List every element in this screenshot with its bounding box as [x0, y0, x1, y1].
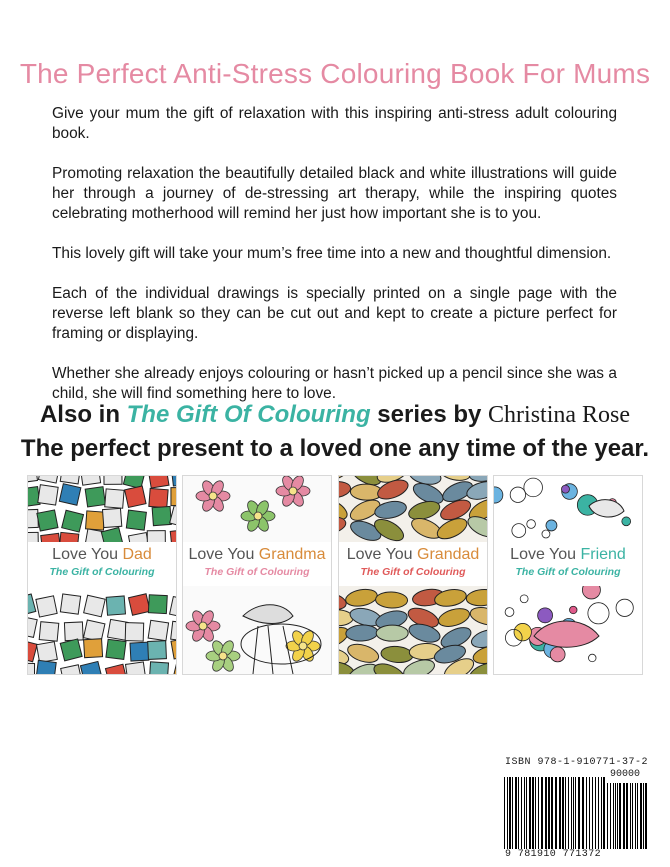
cover-title: Love You Dad	[52, 546, 152, 563]
description	[52, 104, 617, 424]
cover-title-band	[183, 542, 331, 586]
book-covers	[28, 476, 642, 674]
page-title: The Perfect Anti-Stress Colouring Book For Mums	[19, 58, 651, 89]
series-promo	[0, 398, 670, 466]
author-name: Christina Rose	[488, 402, 631, 428]
cover-subtitle: The Gift of Colouring	[204, 566, 310, 578]
book-cover-friend	[494, 476, 642, 674]
series-prefix: Also in	[39, 401, 127, 428]
series-middle: series by	[370, 401, 489, 428]
cover-title-band	[494, 542, 642, 586]
cover-title-band	[28, 542, 176, 586]
book-cover-grandad	[339, 476, 487, 674]
cover-subtitle: The Gift of Colouring	[360, 566, 466, 578]
price-code: 90000	[610, 769, 641, 780]
book-cover-grandma	[183, 476, 331, 674]
paragraph: Whether she already enjoys colouring or hasn’t picked up a pencil since she was a child, she will find something here to love.	[52, 365, 617, 402]
cover-subtitle: The Gift of Colouring	[49, 566, 155, 578]
paragraph: Give your mum the gift of relaxation with this inspiring anti-stress adult colouring book.	[52, 105, 617, 142]
paragraph: Promoting relaxation the beautifully detailed black and white illustrations will guide her through a journey of de-stressing art therapy, while the inspiring quotes celebrating motherhood will remind her just how important she is to you.	[52, 165, 617, 222]
isbn-text: ISBN 978-1-910771-37-2	[505, 757, 649, 768]
barcode-digits: 9 781910 771372	[505, 849, 602, 860]
paragraph: Each of the individual drawings is specially printed on a single page with the reverse left blank so they can be cut out and kept to create a picture perfect for framing or displaying.	[52, 285, 617, 342]
cover-title: Love You Grandad	[346, 546, 480, 563]
cover-title: Love You Friend	[510, 546, 626, 563]
series-name: The Gift Of Colouring	[126, 401, 371, 428]
tagline: The perfect present to a loved one any time of the year.	[20, 435, 650, 462]
cover-subtitle: The Gift of Colouring	[515, 566, 621, 578]
book-cover-dad	[28, 476, 176, 674]
series-line	[0, 398, 670, 432]
cover-title: Love You Grandma	[188, 546, 326, 563]
paragraph: This lovely gift will take your mum’s free time into a new and thoughtful dimension.	[52, 245, 612, 262]
cover-title-band	[339, 542, 487, 586]
